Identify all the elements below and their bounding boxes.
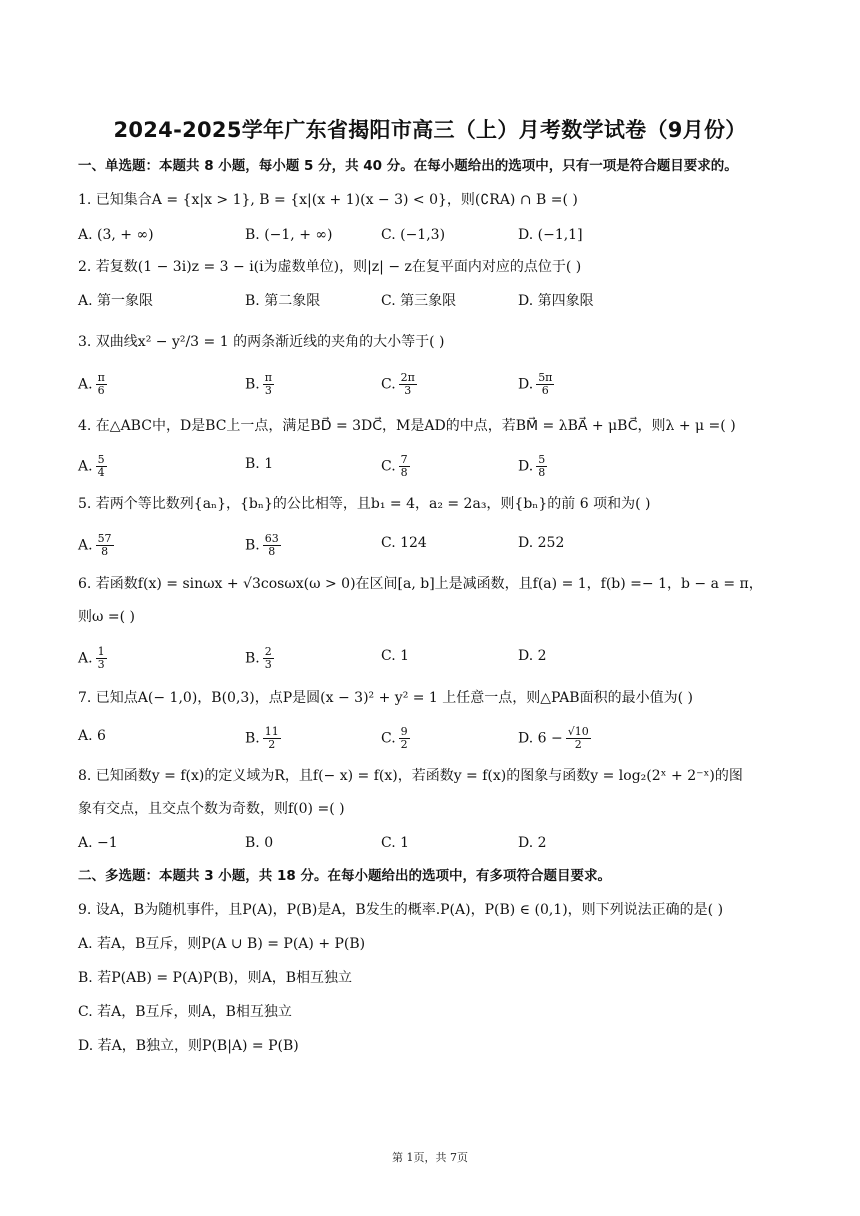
- option-d: D. 2: [518, 648, 547, 664]
- question-9-option-b: B. 若P(AB) = P(A)P(B)，则A，B相互独立: [78, 970, 353, 986]
- option-c: C. 1: [381, 835, 410, 851]
- question-2-options: [78, 291, 798, 313]
- option-a: A. 第一象限: [78, 293, 154, 309]
- section-heading-single-choice: 一、单选题：本题共 8 小题，每小题 5 分，共 40 分。在每小题给出的选项中，只有一项是符合题目要求的。: [78, 158, 738, 174]
- option-c: C. $\frac{2\pi}{3}$: [381, 371, 415, 397]
- question-1-options: [78, 225, 798, 247]
- question-2-stem: 2. 若复数(1 − 3i)z = 3 − i(i为虚数单位)，则|z| − z在复平面内对应的点位于( ): [78, 259, 582, 275]
- option-d: D. (−1,1]: [518, 227, 583, 243]
- question-7-stem: 7. 已知点A(− 1,0)，B(0,3)，点P是圆(x − 3)² + y² = 1 上任意一点，则△PAB面积的最小值为( ): [78, 690, 693, 706]
- question-3-options: [78, 371, 798, 397]
- option-c: C. (−1,3): [381, 227, 446, 243]
- option-d: D. 2: [518, 835, 547, 851]
- page-title: 2024-2025学年广东省揭阳市高三（上）月考数学试卷（9月份）: [113, 118, 747, 142]
- question-6-options: [78, 645, 798, 671]
- option-a: A. $\frac{1}{3}$: [78, 645, 105, 671]
- page-footer: 第 1页，共 7页: [392, 1151, 468, 1164]
- option-b: B. 1: [245, 456, 274, 472]
- option-b: B. 0: [245, 835, 274, 851]
- option-d: D. 第四象限: [518, 293, 594, 309]
- question-9-stem: 9. 设A，B为随机事件，且P(A)，P(B)是A，B发生的概率.P(A)，P(B) ∈ (0,1)，则下列说法正确的是( ): [78, 902, 724, 918]
- question-5-options: [78, 532, 798, 558]
- option-a: A. $\frac{\pi}{6}$: [78, 371, 105, 397]
- question-9-option-c: C. 若A，B互斥，则A，B相互独立: [78, 1004, 292, 1020]
- option-c: C. 第三象限: [381, 293, 457, 309]
- question-8-stem: 8. 已知函数y = f(x)的定义域为R，且f(− x) = f(x)，若函数y = f(x)的图象与函数y = log₂(2ˣ + 2⁻ˣ)的图: [78, 768, 743, 784]
- question-9-option-a: A. 若A，B互斥，则P(A ∪ B) = P(A) + P(B): [78, 936, 366, 952]
- option-c: C. 1: [381, 648, 410, 664]
- option-b: B. $\frac{2}{3}$: [245, 645, 272, 671]
- option-b: B. (−1, + ∞): [245, 227, 333, 243]
- option-d: D. $\frac{5}{8}$: [518, 453, 546, 479]
- option-d: D. 252: [518, 535, 565, 551]
- question-3-stem: 3. 双曲线x² − y²/3 = 1 的两条渐近线的夹角的大小等于( ): [78, 334, 445, 350]
- question-1-stem: 1. 已知集合A = {x|x > 1}, B = {x|(x + 1)(x − 3) < 0}，则(∁RA) ∩ B =( ): [78, 192, 578, 208]
- question-4-options: [78, 453, 798, 479]
- option-c: C. $\frac{7}{8}$: [381, 453, 408, 479]
- question-6-stem: 6. 若函数f(x) = sinωx + √3cosωx(ω > 0)在区间[a, b]上是减函数，且f(a) = 1，f(b) =− 1，b − a = π，: [78, 576, 763, 592]
- option-c: C. 124: [381, 535, 427, 551]
- question-4-stem: 4. 在△ABC中，D是BC上一点，满足BD⃗ = 3DC⃗，M是AD的中点，若BM⃗ = λBA⃗ + μBC⃗，则λ + μ =( ): [78, 418, 736, 434]
- question-7-options: [78, 725, 798, 751]
- option-c: C. $\frac{9}{2}$: [381, 725, 408, 751]
- option-b: B. $\frac{11}{2}$: [245, 725, 279, 751]
- question-8-options: [78, 833, 798, 855]
- option-b: B. $\frac{63}{8}$: [245, 532, 279, 558]
- option-d: D. 6 − $\frac{√10}{2}$: [518, 725, 589, 751]
- question-6-stem-cont: 则ω =( ): [78, 609, 135, 625]
- question-8-stem-cont: 象有交点，且交点个数为奇数，则f(0) =( ): [78, 801, 345, 817]
- question-5-stem: 5. 若两个等比数列{aₙ}，{bₙ}的公比相等，且b₁ = 4，a₂ = 2a₃，则{bₙ}的前 6 项和为( ): [78, 496, 651, 512]
- option-a: A. $\frac{5}{4}$: [78, 453, 105, 479]
- option-a: A. −1: [78, 835, 118, 851]
- option-b: B. $\frac{\pi}{3}$: [245, 371, 272, 397]
- option-b: B. 第二象限: [245, 293, 321, 309]
- option-d: D. $\frac{5\pi}{6}$: [518, 371, 553, 397]
- question-9-option-d: D. 若A，B独立，则P(B|A) = P(B): [78, 1038, 299, 1054]
- option-a: A. 6: [78, 728, 106, 744]
- option-a: A. (3, + ∞): [78, 227, 154, 243]
- section-heading-multiple-choice: 二、多选题：本题共 3 小题，共 18 分。在每小题给出的选项中，有多项符合题目要求。: [78, 868, 611, 884]
- option-a: A. $\frac{57}{8}$: [78, 532, 112, 558]
